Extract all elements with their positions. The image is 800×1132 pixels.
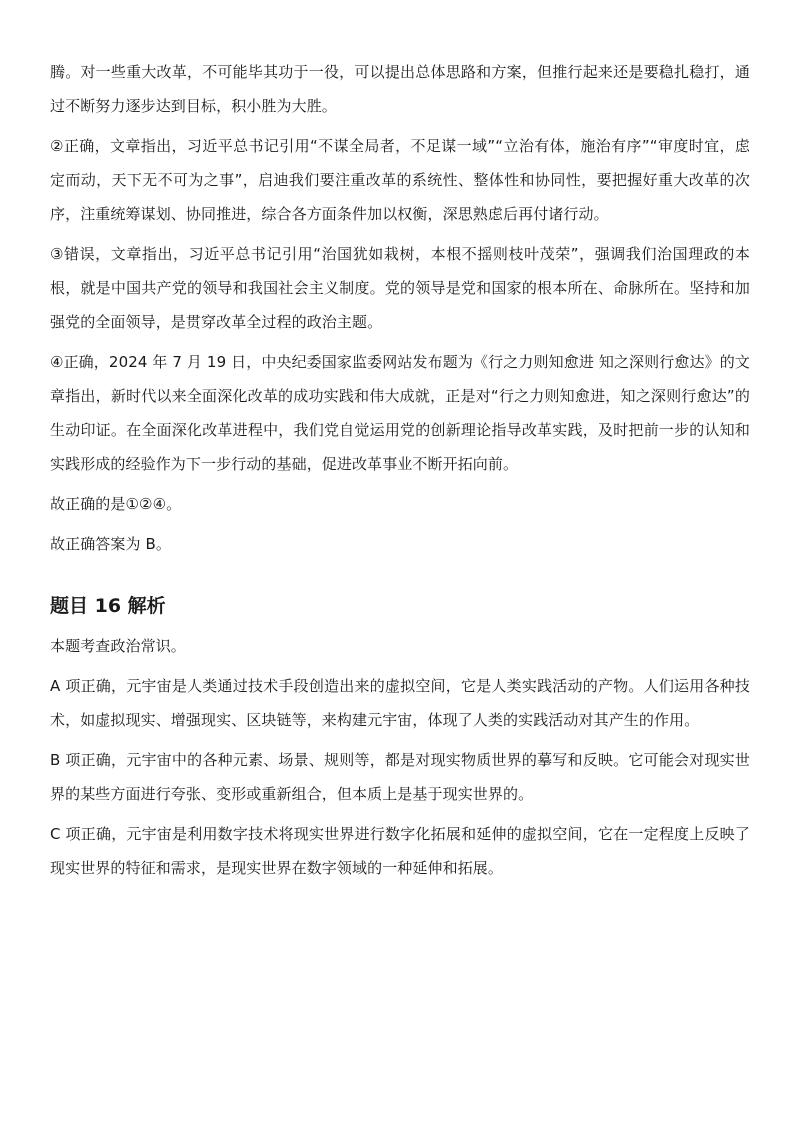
paragraph-option-2: ②正确，文章指出，习近平总书记引用“不谋全局者，不足谋一域”“立治有体，施治有序”“审度时宜，虑定而动，天下无不可为之事”，启迪我们要注重改革的系统性、整体性和协同性，要把握好重大改革的次序，注重统筹谋划、协同推进，综合各方面条件加以权衡，深思熟虑后再付诸行动。 bbox=[50, 137, 750, 223]
paragraph-option-b: B 项正确，元宇宙中的各种元素、场景、规则等，都是对现实物质世界的摹写和反映。它可能会对现实世界的某些方面进行夸张、变形或重新组合，但本质上是基于现实世界的。 bbox=[50, 751, 750, 803]
paragraph-continuation: 腾。对一些重大改革，不可能毕其功于一役，可以提出总体思路和方案，但推行起来还是要稳扎稳打，通过不断努力逐步达到目标，积小胜为大胜。 bbox=[50, 63, 750, 115]
paragraph-option-3: ③错误，文章指出，习近平总书记引用“治国犹如栽树，本根不摇则枝叶茂荣”，强调我们治国理政的本根，就是中国共产党的领导和我国社会主义制度。党的领导是党和国家的根本所在、命脉所在。坚持和加强党的全面领导，是贯穿改革全过程的政治主题。 bbox=[50, 245, 750, 331]
paragraph-option-c: C 项正确，元宇宙是利用数字技术将现实世界进行数字化拓展和延伸的虚拟空间，它在一定程度上反映了现实世界的特征和需求，是现实世界在数字领域的一种延伸和拓展。 bbox=[50, 825, 750, 877]
paragraph-intro: 本题考查政治常识。 bbox=[50, 637, 186, 655]
paragraph-option-4: ④正确，2024 年 7 月 19 日，中央纪委国家监委网站发布题为《行之力则知愈进 知之深则行愈达》的文章指出，新时代以来全面深化改革的成功实践和伟大成就，正是对“行之力则知愈进，知之深则行愈达”的生动印证。在全面深化改革进程中，我们党自觉运用党的创新理论指导改革实践，及时把前一步的认知和实践形成的经验作为下一步行动的基础，促进改革事业不断开拓向前。 bbox=[50, 353, 750, 473]
section-heading: 题目 16 解析 bbox=[50, 595, 166, 617]
paragraph-option-a: A 项正确，元宇宙是人类通过技术手段创造出来的虚拟空间，它是人类实践活动的产物。人们运用各种技术，如虚拟现实、增强现实、区块链等，来构建元宇宙，体现了人类的实践活动对其产生的作用。 bbox=[50, 677, 750, 729]
document-page bbox=[50, 55, 750, 891]
paragraph-answer: 故正确答案为 B。 bbox=[50, 535, 171, 553]
paragraph-conclusion: 故正确的是①②④。 bbox=[50, 495, 182, 513]
